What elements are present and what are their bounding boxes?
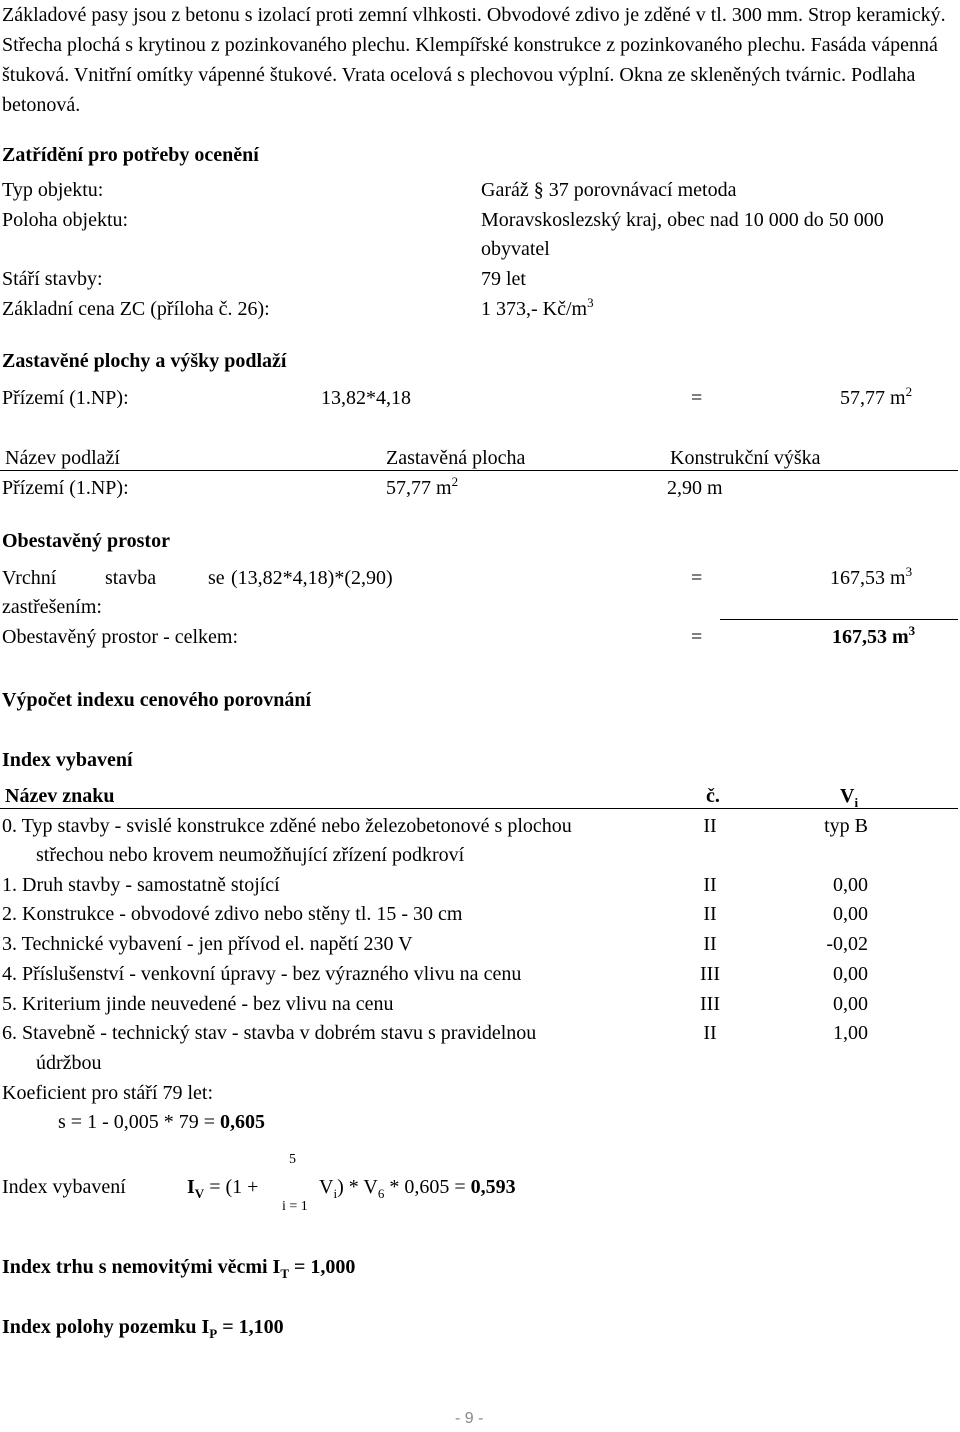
base-price-value: 1 373,- $Kč/m^3$ [481,295,594,320]
iv-label: Index vybavení [2,1176,126,1198]
equipment-heading: Index vybavení [2,749,133,771]
equipment-row-5-num: III [700,993,720,1015]
iv-formula-end: $V_i) * V_6 * 0,605 = 0,593$ [319,1176,516,1201]
equipment-row-1-num: II [703,874,717,896]
equipment-row-4-v: 0,00 [833,963,868,985]
index-calc-heading: Výpočet indexu cenového porovnání [2,689,312,711]
volume-label-1: Vrchní [2,567,57,589]
age-label: Stáří stavby: [2,268,103,290]
volume-label-2: stavba [105,567,157,589]
areas-calc-expr: 13,82*4,18 [321,387,411,409]
classification-heading: Zatřídění pro potřeby ocenění [2,144,259,166]
equipment-row-5-v: 0,00 [833,993,868,1015]
areas-calc-label: Přízemí (1.NP): [2,387,129,409]
table-row-name: Přízemí (1.NP): [2,477,129,499]
location-value: Moravskoslezský kraj, obec nad 10 000 do 50 000 [481,209,884,231]
table-row-area: 57,77 $m^2$ [386,474,459,499]
equipment-header-rule [0,808,958,809]
equipment-row-3-name: 3. Technické vybavení - jen přívod el. napětí 230 V [2,933,413,955]
table-header-rule [0,470,958,471]
volume-result: 167,53 $m^3$ [830,564,913,589]
equipment-row-4-num: III [700,963,720,985]
volume-heading: Obestavěný prostor [2,530,170,552]
equipment-row-5-name: 5. Kriterium jinde neuvedené - bez vlivu na cenu [2,993,394,1015]
location-label: Poloha objektu: [2,209,129,231]
age-value: 79 let [481,268,526,290]
location-value-cont: obyvatel [481,238,550,260]
location-index: Index polohy pozemku $I_P = 1,100$ [2,1316,284,1341]
volume-sum-rule [720,619,958,620]
equipment-row-6-num: II [703,1022,717,1044]
table-header-area: Zastavěná plocha [386,447,526,469]
equipment-row-3-v: -0,02 [826,933,868,955]
equipment-row-4-name: 4. Příslušenství - venkovní úpravy - bez výrazného vlivu na cenu [2,963,522,985]
page-number: - 9 - [455,1410,484,1427]
type-label: Typ objektu: [2,179,104,201]
equipment-row-2-num: II [703,903,717,925]
equipment-row-6-name-cont: údržbou [36,1052,102,1074]
volume-total-result: 167,53 $m^3$ [832,623,916,648]
equipment-row-1-name: 1. Druh stavby - samostatně stojící [2,874,280,896]
intro-paragraph: Základové pasy jsou z betonu s izolací proti zemní vlhkosti. Obvodové zdivo je zděné v tl. 300 mm. Strop keramický. Střecha plochá s krytinou z pozinkovaného plechu. Klempířské konstrukce z pozinkovaného plechu. Fasáda vápenná štuková. Vnitřní omítky vápenné štukové. Vrata ocelová s plechovou výplní. Okna ze skleněných tvárnic. Podlaha betonová. [2,4,946,116]
areas-calc-result: 57,77 $m^2$ [840,384,913,409]
equipment-row-1-v: 0,00 [833,874,868,896]
equipment-row-3-num: II [703,933,717,955]
areas-calc-eq: = [691,387,703,409]
equipment-row-6-v: 1,00 [833,1022,868,1044]
age-coefficient-formula: s = 1 - 0,005 * 79 = 0,605 [58,1111,266,1133]
equipment-col-v: $V_i$ [840,785,859,810]
equipment-row-0-num: II [703,815,717,837]
areas-heading: Zastavěné plochy a výšky podlaží [2,350,287,372]
equipment-row-0-name-cont: střechou nebo krovem neumožňující zřízení podkroví [36,844,465,866]
equipment-col-num: č. [706,785,720,807]
table-header-height: Konstrukční výška [670,447,821,469]
age-coefficient-label: Koeficient pro stáří 79 let: [2,1082,214,1104]
equipment-row-2-name: 2. Konstrukce - obvodové zdivo nebo stěny tl. 15 - 30 cm [2,903,463,925]
equipment-col-name: Název znaku [5,785,115,807]
equipment-row-6-name: 6. Stavebně - technický stav - stavba v dobrém stavu s pravidelnou [2,1022,537,1044]
type-value: Garáž § 37 porovnávací metoda [481,179,737,201]
volume-total-label: Obestavěný prostor - celkem: [2,626,239,648]
equipment-row-2-v: 0,00 [833,903,868,925]
table-row-height: 2,90 m [667,477,723,499]
volume-expr: (13,82*4,18)*(2,90) [231,567,393,589]
base-price-label: Základní cena ZC (příloha č. 26): [2,298,270,320]
iv-formula-start: $I_V = (1$ + [187,1176,259,1201]
volume-total-eq: = [691,626,703,648]
volume-label-4: zastřešením: [2,596,102,618]
equipment-row-0-name: 0. Typ stavby - svislé konstrukce zděné nebo železobetonové s plochou [2,815,572,837]
volume-eq: = [691,567,703,589]
equipment-row-0-v: typ B [824,815,868,837]
table-header-name: Název podlaží [5,447,120,469]
sum-upper-limit: 5 [289,1152,296,1167]
sum-lower-limit: i = 1 [282,1199,308,1214]
market-index: Index trhu s nemovitými věcmi $I_T = 1,000$ [2,1256,356,1281]
volume-label-3: se [208,567,225,589]
